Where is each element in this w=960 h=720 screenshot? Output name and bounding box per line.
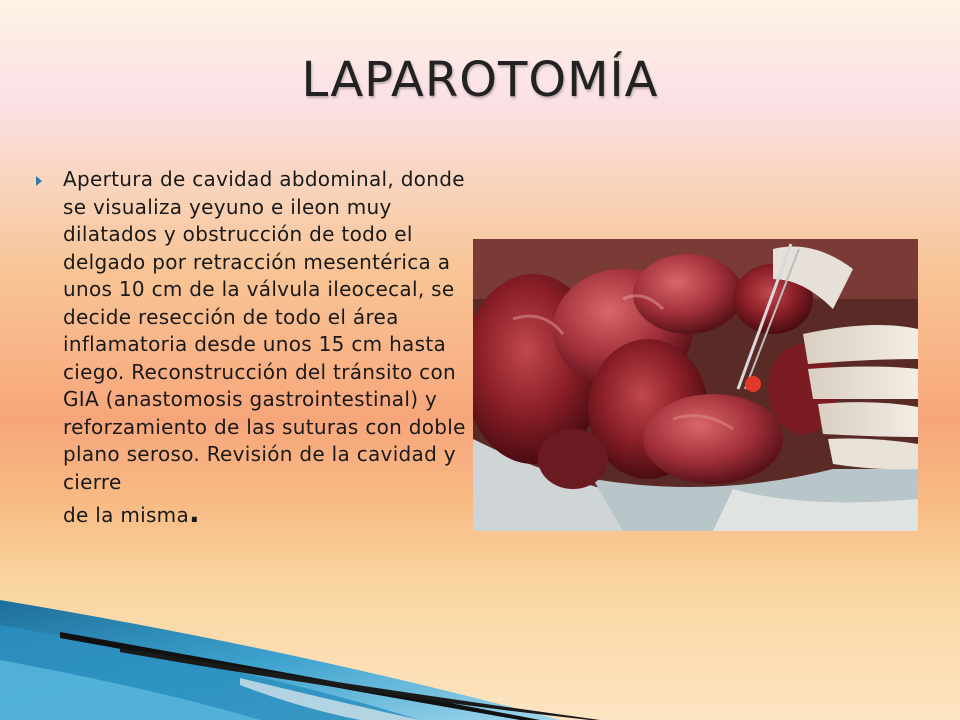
- decorative-swoosh: [0, 560, 960, 720]
- bullet-tail-text: de la misma: [63, 503, 190, 527]
- bullet-list: [36, 166, 466, 530]
- bullet-final-period: .: [189, 496, 200, 529]
- triangle-bullet-icon: [36, 176, 42, 186]
- bullet-item: [63, 166, 466, 530]
- slide-title: LAPAROTOMÍA: [301, 52, 659, 108]
- bullet-main-text: Apertura de cavidad abdominal, donde se visualiza yeyuno e ileon muy dilatados y obstrucción de todo el delgado por retracción mesentérica a unos 10 cm de la válvula ileocecal, se decide resección de todo el área inflamatoria desde unos 15 cm hasta ciego. Reconstrucción del tránsito con GIA (anastomosis gastrointestinal) y reforzamiento de las suturas con doble plano seroso. Revisión de la cavidad y cierre: [63, 167, 466, 494]
- surgery-photo: [473, 239, 918, 531]
- bullet-tail-line: [63, 496, 466, 530]
